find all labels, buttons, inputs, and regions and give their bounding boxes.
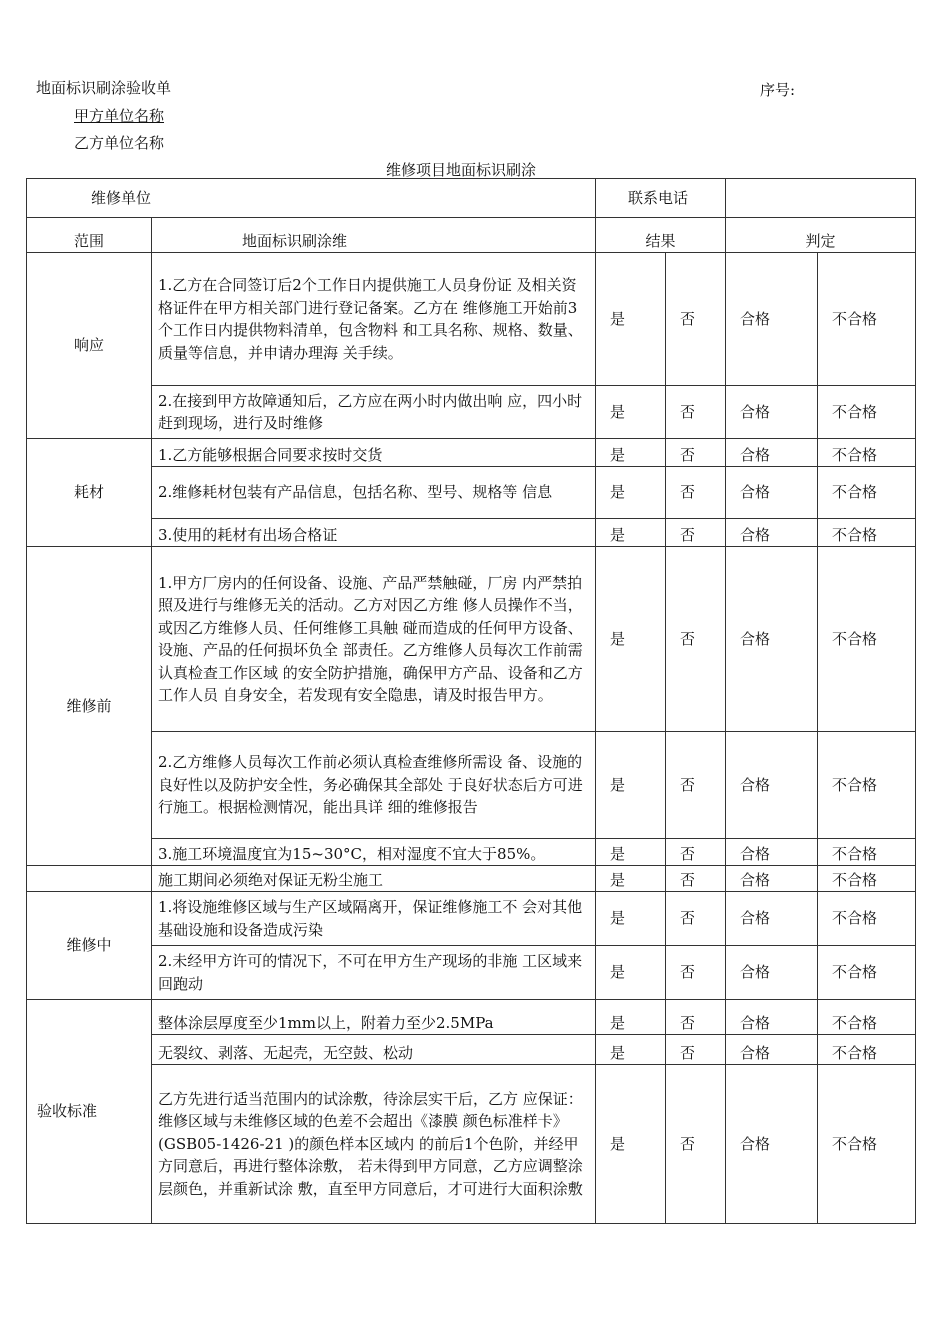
contact-phone-label: 联系电话	[596, 179, 726, 218]
judgement-pass[interactable]: 合格	[726, 1065, 818, 1224]
result-no[interactable]: 否	[666, 439, 726, 467]
judgement-fail[interactable]: 不合格	[818, 519, 916, 547]
result-no[interactable]: 否	[666, 1035, 726, 1065]
table-row	[27, 892, 916, 946]
result-yes[interactable]: 是	[596, 1065, 666, 1224]
table-row	[27, 519, 916, 547]
result-no[interactable]: 否	[666, 946, 726, 1000]
item-text: 整体涂层厚度至少1mm以上，附着力至少2.5MPa	[152, 1000, 596, 1035]
item-text: 无裂纹、剥落、无起壳，无空鼓、松动	[152, 1035, 596, 1065]
table-row	[27, 839, 916, 866]
result-no[interactable]: 否	[666, 467, 726, 519]
result-yes[interactable]: 是	[596, 892, 666, 946]
result-yes[interactable]: 是	[596, 839, 666, 866]
item-text: 2.在接到甲方故障通知后，乙方应在两小时内做出响 应，四小时赶到现场，进行及时维修	[152, 386, 596, 439]
judgement-fail[interactable]: 不合格	[818, 467, 916, 519]
judgement-fail[interactable]: 不合格	[818, 866, 916, 892]
item-text: 2.未经甲方许可的情况下，不可在甲方生产现场的非施 工区域来回跑动	[152, 946, 596, 1000]
table-row	[27, 866, 916, 892]
result-no[interactable]: 否	[666, 892, 726, 946]
maintenance-unit-label: 维修单位	[27, 179, 596, 218]
item-text: 2.维修耗材包装有产品信息，包括名称、型号、规格等 信息	[152, 467, 596, 519]
judgement-fail[interactable]: 不合格	[818, 253, 916, 386]
result-yes[interactable]: 是	[596, 439, 666, 467]
table-header-row	[27, 218, 916, 253]
judgement-pass[interactable]: 合格	[726, 519, 818, 547]
table-row	[27, 1065, 916, 1224]
item-text: 1.乙方在合同签订后2个工作日内提供施工人员身份证 及相关资格证件在甲方相关部门进行登记备案。乙方在 维修施工开始前3个工作日内提供物料清单，包含物料 和工具名称、规格、数量、质量等信息，并申请办理海 关手续。	[152, 253, 596, 386]
result-yes[interactable]: 是	[596, 1035, 666, 1065]
party-b-name-label: 乙方单位名称	[74, 134, 165, 152]
judgement-fail[interactable]: 不合格	[818, 439, 916, 467]
judgement-fail[interactable]: 不合格	[818, 1000, 916, 1035]
item-text: 3.使用的耗材有出场合格证	[152, 519, 596, 547]
judgement-fail[interactable]: 不合格	[818, 1065, 916, 1224]
item-text: 1.甲方厂房内的任何设备、设施、产品严禁触碰，厂房 内严禁拍照及进行与维修无关的活动。乙方对因乙方维 修人员操作不当，或因乙方维修人员、任何维修工具触 碰而造成的任何甲方设备、设施、产品的任何损坏负全 部责任。乙方维修人员每次工作前需认真检查工作区域 的安全防护措施，确保甲方产品、设备和乙方工作人员 自身安全，若发现有安全隐患，请及时报告甲方。	[152, 547, 596, 732]
party-a-name-label: 甲方单位名称	[74, 107, 165, 125]
contact-phone-value	[726, 179, 916, 218]
judgement-pass[interactable]: 合格	[726, 1035, 818, 1065]
result-yes[interactable]: 是	[596, 467, 666, 519]
table-row	[27, 732, 916, 839]
table-row	[27, 547, 916, 732]
result-yes[interactable]: 是	[596, 547, 666, 732]
judgement-pass[interactable]: 合格	[726, 866, 818, 892]
scope-during-repair: 维修中	[27, 892, 152, 1000]
scope-before-repair: 维修前	[27, 547, 152, 866]
result-no[interactable]: 否	[666, 732, 726, 839]
judgement-fail[interactable]: 不合格	[818, 547, 916, 732]
judgement-pass[interactable]: 合格	[726, 253, 818, 386]
table-row	[27, 386, 916, 439]
col-header-result: 结果	[596, 218, 726, 253]
result-no[interactable]: 否	[666, 866, 726, 892]
result-no[interactable]: 否	[666, 839, 726, 866]
item-text: 3.施工环境温度宜为15~30°C，相对湿度不宜大于85%。	[152, 839, 596, 866]
table-row	[27, 253, 916, 386]
result-no[interactable]: 否	[666, 253, 726, 386]
result-yes[interactable]: 是	[596, 386, 666, 439]
acceptance-table	[26, 178, 916, 1224]
result-yes[interactable]: 是	[596, 866, 666, 892]
project-title: 维修项目地面标识刷涂	[386, 161, 537, 179]
item-text: 1.将设施维修区域与生产区域隔离开，保证维修施工不 会对其他基础设施和设备造成污染	[152, 892, 596, 946]
judgement-fail[interactable]: 不合格	[818, 946, 916, 1000]
table-row	[27, 467, 916, 519]
item-text: 1.乙方能够根据合同要求按时交货	[152, 439, 596, 467]
judgement-pass[interactable]: 合格	[726, 547, 818, 732]
judgement-pass[interactable]: 合格	[726, 386, 818, 439]
result-yes[interactable]: 是	[596, 519, 666, 547]
table-row	[27, 439, 916, 467]
table-row	[27, 946, 916, 1000]
result-yes[interactable]: 是	[596, 1000, 666, 1035]
result-no[interactable]: 否	[666, 1065, 726, 1224]
result-yes[interactable]: 是	[596, 946, 666, 1000]
judgement-fail[interactable]: 不合格	[818, 892, 916, 946]
item-text: 乙方先进行适当范围内的试涂敷，待涂层实干后，乙方 应保证：维修区域与未维修区域的色差不会超出《漆膜 颜色标准样卡》(GSB05-1426-21 )的颜色样本区域内 的前后1个色阶，并经甲方同意后，再进行整体涂敷， 若未得到甲方同意，乙方应调整涂层颜色，并重新试涂 敷，直至甲方同意后，才可进行大面积涂敷	[152, 1065, 596, 1224]
scope-acceptance: 验收标准	[27, 1000, 152, 1224]
result-no[interactable]: 否	[666, 519, 726, 547]
judgement-pass[interactable]: 合格	[726, 839, 818, 866]
document-title: 地面标识刷涂验收单	[36, 79, 172, 97]
table-row	[27, 1035, 916, 1065]
judgement-pass[interactable]: 合格	[726, 467, 818, 519]
result-yes[interactable]: 是	[596, 253, 666, 386]
col-header-judgement: 判定	[726, 218, 916, 253]
judgement-pass[interactable]: 合格	[726, 892, 818, 946]
result-yes[interactable]: 是	[596, 732, 666, 839]
scope-response: 响应	[27, 253, 152, 439]
result-no[interactable]: 否	[666, 547, 726, 732]
item-text: 2.乙方维修人员每次工作前必须认真检查维修所需设 备、设施的良好性以及防护安全性，务必确保其全部处 于良好状态后方可进行施工。根据检测情况，能出具详 细的维修报告	[152, 732, 596, 839]
judgement-pass[interactable]: 合格	[726, 439, 818, 467]
judgement-pass[interactable]: 合格	[726, 946, 818, 1000]
result-no[interactable]: 否	[666, 386, 726, 439]
judgement-pass[interactable]: 合格	[726, 732, 818, 839]
judgement-pass[interactable]: 合格	[726, 1000, 818, 1035]
judgement-fail[interactable]: 不合格	[818, 1035, 916, 1065]
col-header-scope: 范围	[27, 218, 152, 253]
col-header-content: 地面标识刷涂维	[152, 218, 596, 253]
judgement-fail[interactable]: 不合格	[818, 732, 916, 839]
judgement-fail[interactable]: 不合格	[818, 839, 916, 866]
scope-empty	[27, 866, 152, 892]
table-row	[27, 1000, 916, 1035]
scope-consumables: 耗材	[27, 439, 152, 547]
item-text: 施工期间必须绝对保证无粉尘施工	[152, 866, 596, 892]
serial-number-label: 序号:	[760, 81, 796, 99]
judgement-fail[interactable]: 不合格	[818, 386, 916, 439]
result-no[interactable]: 否	[666, 1000, 726, 1035]
table-row-unit	[27, 179, 916, 218]
